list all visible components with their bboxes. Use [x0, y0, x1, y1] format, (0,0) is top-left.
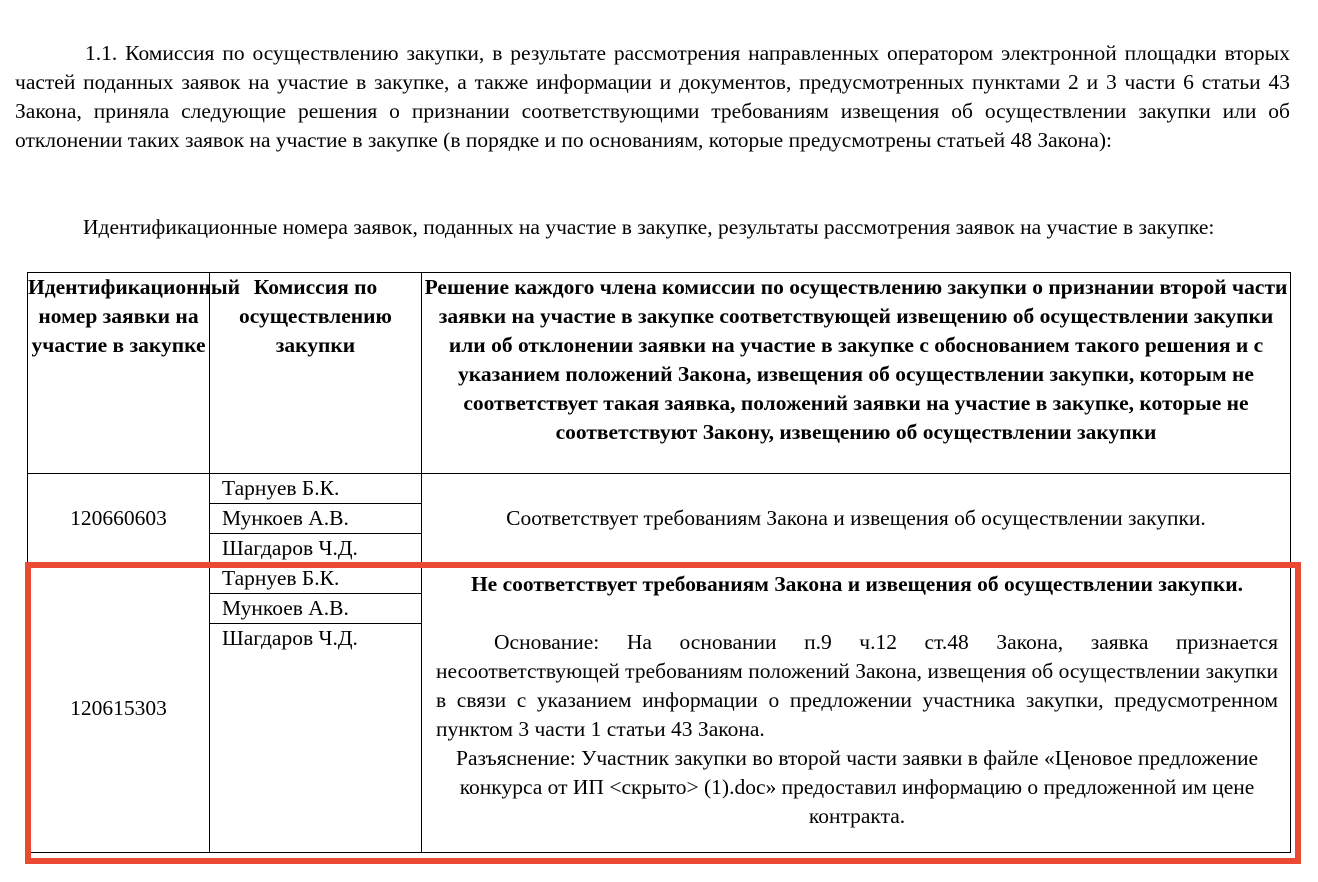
- table-header-row: [28, 273, 1291, 474]
- decision-explanation: Разъяснение: Участник закупки во второй части заявки в файле «Ценовое предложение конкурса от ИП <скрыто> (1).doc» предоставил информацию о предложенной им цене контракта.: [455, 746, 1259, 828]
- paragraph-decision-intro: 1.1. Комиссия по осуществлению закупки, в результате рассмотрения направленных оператором электронной площадки вторых частей поданных заявок на участие в закупке, а также информации и документов, предусмотренных пунктами 2 и 3 части 6 статьи 43 Закона, приняла следующие решения о признании соответствующими требованиям извещения об осуществлении закупки или об отклонении таких заявок на участие в закупке (в порядке и по основаниям, которые предусмотрены статьей 48 Закона):: [15, 41, 1290, 152]
- decision-rejection: [422, 564, 1291, 853]
- paragraph-table-intro: Идентификационные номера заявок, поданных на участие в закупке, результаты рассмотрения заявок на участие в закупке:: [83, 215, 1215, 239]
- member-name: Мункоев А.В.: [210, 594, 421, 624]
- decision-basis: Основание: На основании п.9 ч.12 ст.48 Закона, заявка признается несоответствующей требованиям положений Закона, извещения об осуществлении закупки в связи с указанием информации о предложении участника закупки, предусмотренном пунктом 3 части 1 статьи 43 Закона.: [436, 630, 1278, 741]
- header-decision: Решение каждого члена комиссии по осуществлению закупки о признании второй части заявки на участие в закупке соответствующей извещению об осуществлении закупки или об отклонении заявки на участие в закупке с обоснованием такого решения и с указанием положений Закона, извещения об осуществлении закупки, которым не соответствует такая заявка, положений заявки на участие в закупке, которые не соответствуют Закону, извещению об осуществлении закупки: [422, 273, 1291, 474]
- commission-members: [210, 474, 422, 564]
- decision-text: Соответствует требованиям Закона и извещения об осуществлении закупки.: [422, 474, 1291, 564]
- commission-members: [210, 564, 422, 853]
- member-name: Шагдаров Ч.Д.: [222, 626, 358, 650]
- header-commission: Комиссия по осуществлению закупки: [210, 273, 422, 474]
- header-application-id: Идентификационный номер заявки на участие в закупке: [28, 273, 210, 474]
- table-row: [28, 564, 1291, 853]
- member-name: Тарнуев Б.К.: [210, 474, 421, 504]
- results-table: [27, 272, 1291, 853]
- member-name: Тарнуев Б.К.: [210, 564, 421, 594]
- application-id: 120660603: [28, 474, 210, 564]
- member-name: Мункоев А.В.: [210, 504, 421, 534]
- table-row: [28, 474, 1291, 564]
- application-id: 120615303: [28, 564, 210, 853]
- member-name: Шагдаров Ч.Д.: [222, 536, 358, 560]
- decision-title: Не соответствует требованиям Закона и извещения об осуществлении закупки.: [470, 572, 1244, 596]
